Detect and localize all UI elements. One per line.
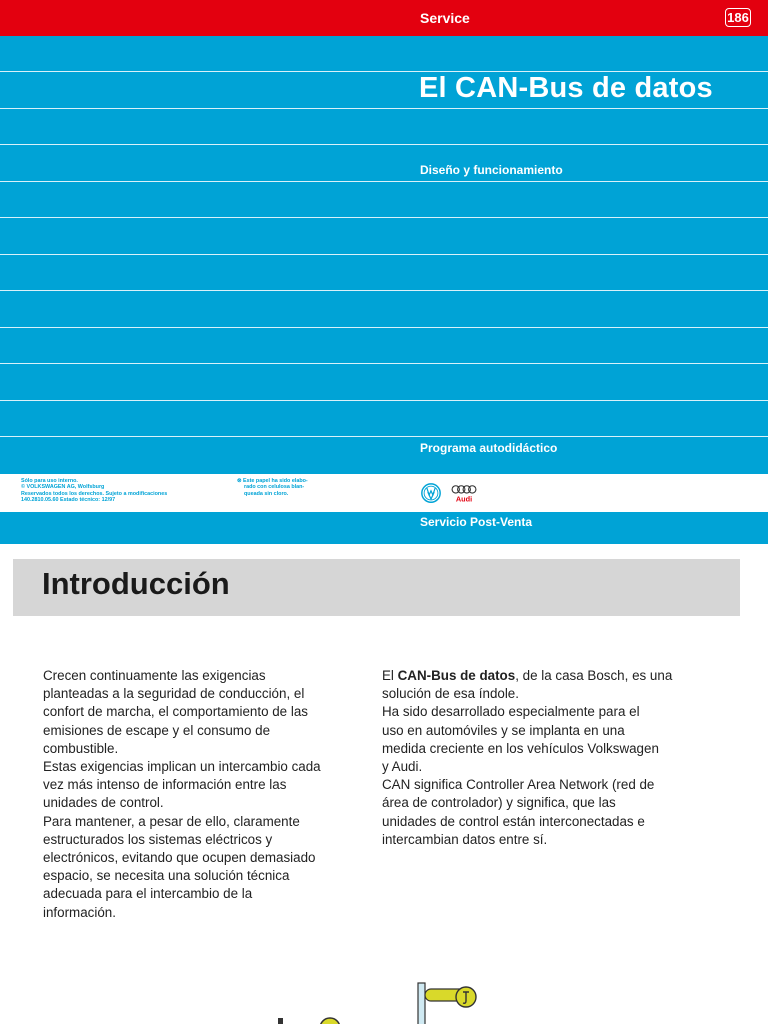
- brand-logos: [418, 483, 488, 505]
- text-line: Para mantener, a pesar de ello, claramente: [43, 813, 300, 829]
- text-line: emisiones de escape y el consumo de: [43, 722, 271, 738]
- cover-panel: [0, 36, 768, 474]
- text-line: unidades de control.: [43, 795, 164, 811]
- text-line: combustible.: [43, 740, 119, 756]
- paper-line: queada sin cloro.: [244, 490, 289, 497]
- text-line: Crecen continuamente las exigencias: [43, 668, 266, 683]
- issue-number-badge: 186: [725, 8, 751, 27]
- legal-line: Reservados todos los derechos. Sujeto a modificaciones: [21, 490, 168, 497]
- text-line: información.: [43, 904, 116, 920]
- text-line: solución de esa índole.: [382, 686, 519, 702]
- service-label: Service: [420, 10, 470, 26]
- text-line: Ha sido desarrollado especialmente para el: [382, 704, 640, 720]
- legal-notice: [21, 478, 167, 504]
- paper-line: ⊗ Este papel ha sido elabo-: [237, 478, 308, 484]
- cover-rule: [0, 400, 768, 401]
- intro-right-column: [382, 667, 722, 849]
- audi-wordmark: Audi: [455, 494, 473, 504]
- text-line: y Audi.: [382, 759, 423, 775]
- paper-line: rado con celulosa blan-: [244, 484, 305, 491]
- intro-left-column: [43, 667, 363, 922]
- cover-rule: [0, 144, 768, 145]
- text-line: espacio, se necesita una solución técnica: [43, 868, 290, 884]
- legal-line: 140.2810.05.60 Estado técnico: 12/97: [21, 497, 116, 504]
- cover-rule: [0, 327, 768, 328]
- cover-rule: [0, 108, 768, 109]
- text-line: electrónicos, evitando que ocupen demasiado: [43, 850, 316, 866]
- can-bus-illustration: [270, 980, 500, 1024]
- text-line: CAN significa Controller Area Network (red de: [382, 777, 655, 793]
- text-line: estructurados los sistemas eléctricos y: [43, 831, 273, 847]
- vw-logo-icon: [422, 484, 440, 502]
- cover-rule: [0, 254, 768, 255]
- text-line: unidades de control están interconectadas e: [382, 813, 645, 829]
- text-line: medida creciente en los vehículos Volkswagen: [382, 740, 659, 756]
- intro-heading: Introducción: [42, 566, 230, 601]
- text-line: vez más intenso de información entre las: [43, 777, 287, 793]
- flag-post-icon: [418, 983, 476, 1024]
- legal-line: Sólo para uso interno.: [21, 478, 78, 484]
- text-line: planteadas a la seguridad de conducción, el: [43, 686, 305, 702]
- text-line: intercambian datos entre sí.: [382, 831, 548, 847]
- cover-rule: [0, 436, 768, 437]
- audi-logo-icon: [452, 486, 476, 493]
- can-bus-emphasis: CAN-Bus de datos: [397, 668, 516, 683]
- post-sale-bar: [0, 512, 768, 544]
- text-line: Estas exigencias implican un intercambio cada: [43, 759, 321, 775]
- connector-icon: [278, 1018, 340, 1024]
- cover-rule: [0, 181, 768, 182]
- cover-rule: [0, 217, 768, 218]
- text-line: confort de marcha, el comportamiento de las: [43, 704, 308, 720]
- cover-rule: [0, 290, 768, 291]
- document-subtitle: Diseño y funcionamiento: [420, 163, 563, 177]
- cover-rule: [0, 363, 768, 364]
- document-title: El CAN-Bus de datos: [419, 72, 713, 104]
- paper-notice: [237, 478, 308, 497]
- intro-heading-box: [13, 559, 740, 616]
- text-line: El CAN-Bus de datos, de la casa Bosch, es una: [382, 668, 673, 683]
- text-line: uso en automóviles y se implanta en una: [382, 722, 625, 738]
- text-line: adecuada para el intercambio de la: [43, 886, 253, 902]
- program-label: Programa autodidáctico: [420, 441, 558, 455]
- top-bar: [0, 0, 768, 36]
- text-line: área de controlador) y significa, que las: [382, 795, 616, 811]
- legal-strip: [0, 474, 768, 512]
- post-sale-label: Servicio Post-Venta: [420, 515, 533, 529]
- legal-line: © VOLKSWAGEN AG, Wolfsburg: [21, 484, 105, 491]
